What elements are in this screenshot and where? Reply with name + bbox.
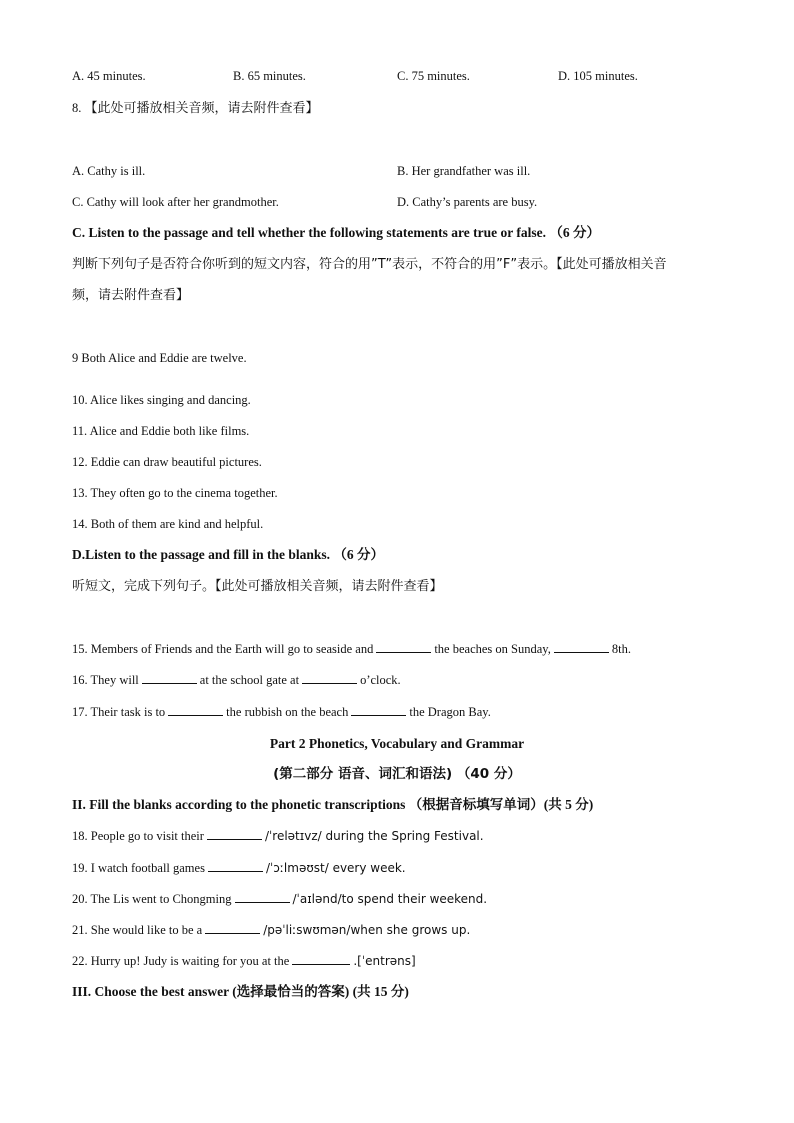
q20-text-1: 20. The Lis went to Chongming: [72, 892, 232, 906]
section-c-instruction-2: 频，请去附件查看】: [72, 288, 190, 303]
q18-text-1: 18. People go to visit their: [72, 829, 204, 843]
q19-text-2: /ˈɔːlməʊst/ every week.: [265, 861, 406, 875]
q8-number: 8.: [72, 101, 82, 115]
statement-12: 12. Eddie can draw beautiful pictures.: [72, 455, 262, 469]
statement-13: 13. They often go to the cinema together.: [72, 486, 278, 500]
q19-text-1: 19. I watch football games: [72, 861, 205, 875]
q8-line: [72, 100, 319, 117]
question-15: [72, 641, 631, 657]
q7-option-d: D. 105 minutes.: [558, 69, 638, 83]
section-ii-title: II. Fill the blanks according to the phonetic transcriptions （根据音标填写单词）(共 5 分): [72, 797, 594, 812]
part-2-subtitle: (第二部分 语音、词汇和语法) （40 分）: [273, 766, 521, 782]
q16-text-3: o’clock.: [360, 673, 401, 687]
q21-text-1: 21. She would like to be a: [72, 923, 203, 937]
q22-text-2: .[ˈentrəns]: [353, 954, 416, 968]
q17-blank-2[interactable]: [351, 704, 406, 716]
question-22: [72, 953, 416, 969]
question-17: [72, 704, 491, 720]
question-16: [72, 672, 401, 688]
statement-10: 10. Alice likes singing and dancing.: [72, 393, 251, 407]
section-iii-title: III. Choose the best answer (选择最恰当的答案) (共 15 分): [72, 984, 409, 999]
section-d-instruction: 听短文，完成下列句子。【此处可播放相关音频，请去附件查看】: [72, 579, 443, 594]
q22-text-1: 22. Hurry up! Judy is waiting for you at the: [72, 954, 290, 968]
question-20: [72, 891, 487, 907]
q21-blank[interactable]: [205, 922, 260, 934]
q20-text-2: /ˈaɪlənd/to spend their weekend.: [292, 892, 488, 906]
q8-option-b: B. Her grandfather was ill.: [397, 164, 531, 178]
q15-blank-2[interactable]: [554, 641, 609, 653]
section-c-instruction-1: 判断下列句子是否符合你听到的短文内容，符合的用”T”表示，不符合的用”F”表示。【此处可播放相关音: [72, 257, 667, 272]
q18-blank[interactable]: [207, 828, 262, 840]
q15-text-3: 8th.: [611, 642, 631, 656]
q20-blank[interactable]: [235, 891, 290, 903]
question-19: [72, 860, 406, 876]
q7-option-b: B. 65 minutes.: [233, 69, 306, 83]
part-2-title: Part 2 Phonetics, Vocabulary and Grammar: [269, 736, 525, 751]
q16-blank-1[interactable]: [142, 672, 197, 684]
q7-option-c: C. 75 minutes.: [397, 69, 470, 83]
section-d-title: D.Listen to the passage and fill in the blanks. （6 分）: [72, 547, 385, 562]
q8-audio-note[interactable]: 【此处可播放相关音频，请去附件查看】: [84, 101, 319, 116]
q19-blank[interactable]: [208, 860, 263, 872]
q21-text-2: /pəˈliːswʊmən/when she grows up.: [263, 923, 471, 937]
q8-option-a: A. Cathy is ill.: [72, 164, 146, 178]
question-18: [72, 828, 484, 844]
q16-blank-2[interactable]: [302, 672, 357, 684]
q17-blank-1[interactable]: [168, 704, 223, 716]
question-21: [72, 922, 470, 938]
q17-text-1: 17. Their task is to: [72, 705, 166, 719]
section-c-title: C. Listen to the passage and tell whether the following statements are true or false. （6 分）: [72, 225, 600, 240]
q8-option-d: D. Cathy’s parents are busy.: [397, 195, 538, 209]
statement-9: 9 Both Alice and Eddie are twelve.: [72, 351, 247, 365]
q16-text-1: 16. They will: [72, 673, 139, 687]
q15-blank-1[interactable]: [376, 641, 431, 653]
q18-text-2: /ˈrelətɪvz/ during the Spring Festival.: [264, 829, 484, 843]
q17-text-2: the rubbish on the beach: [226, 705, 349, 719]
q17-text-3: the Dragon Bay.: [409, 705, 491, 719]
q15-text-1: 15. Members of Friends and the Earth will go to seaside and: [72, 642, 374, 656]
q7-option-a: A. 45 minutes.: [72, 69, 146, 83]
q22-blank[interactable]: [292, 953, 350, 965]
statement-14: 14. Both of them are kind and helpful.: [72, 517, 264, 531]
q16-text-2: at the school gate at: [199, 673, 300, 687]
q15-text-2: the beaches on Sunday,: [434, 642, 551, 656]
q8-option-c: C. Cathy will look after her grandmother.: [72, 195, 279, 209]
statement-11: 11. Alice and Eddie both like films.: [72, 424, 250, 438]
